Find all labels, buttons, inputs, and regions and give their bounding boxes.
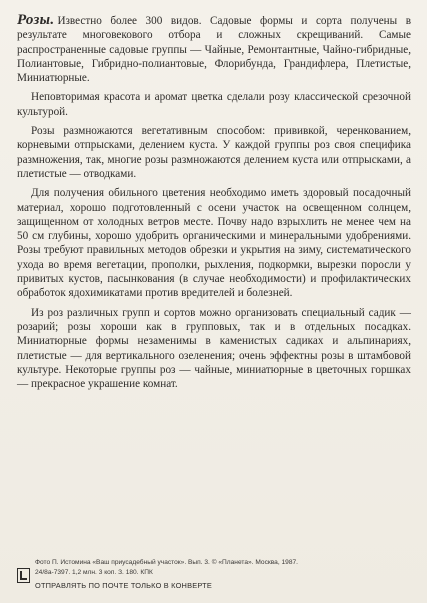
article-paragraph: Из роз различных групп и сортов можно организовать специальный садик — розарий; розы хороши как в групповых, так и в отдельных посадках. Миниатюрные формы незаменимы в каменистых садиках и альпинариях, плетистые — для вертикального озеленения; очень эффектны розы в штамбовой культуре. Некоторые группы роз — чайные, миниатюрные в цветочных горшках — прекрасное украшение комнат. <box>17 306 411 391</box>
article-paragraph: Неповторимая красота и аромат цветка сделали розу классической срезочной культурой. <box>17 91 411 118</box>
publisher-logo-icon <box>17 568 30 583</box>
article-paragraph: Розы размножаются вегетативным способом: прививкой, черенкованием, корневыми отпрысками, делением куста. У каждой группы роз своя специфика размножения, так, многие розы размножаются делением куста или отпрысками, а плетистые — отводками. <box>17 125 411 180</box>
article-paragraph: Для получения обильного цветения необходимо иметь здоровый посадочный материал, хорошо подготовленный с осени участок на освещенном солнцем, защищенном от холодных ветров месте. Почву надо взрыхлить не менее чем на 50 см глубины, хорошо удобрить органическими и минеральными удобрениями. Розы требуют правильных методов обрезки и укрытия на зиму, систематического ухода во время вегетации, прополки, рыхления, подкормки, вырезки поросли у привитых кустов, пасынкования (в случае необходимости) и профилактических обработок ядохимикатами против вредителей и болезней. <box>17 187 411 300</box>
article-paragraph-intro <box>17 13 411 85</box>
article-title: Розы. <box>17 12 55 28</box>
photo-credit: Фото П. Истомина «Ваш приусадебный участок». Вып. 3. © «Планета». Москва, 1987. <box>35 559 299 566</box>
article-text <box>17 13 411 396</box>
print-info: 24/8а-7397. 1,2 млн. 3 коп. З. 180. КПК <box>35 569 153 576</box>
mail-note: ОТПРАВЛЯТЬ ПО ПОЧТЕ ТОЛЬКО В КОНВЕРТЕ <box>35 581 212 590</box>
paragraph-text: Известно более 300 видов. Садовые формы и сорта получены в результате многовекового отбора и сложных скрещиваний. Самые распространенные садовые группы — Чайные, Ремонтантные, Чайно-гибридные, Полиантовые, Гибридно-полиантовые, Флорибунда, Грандифлера, Плетистые, Миниатюрные. <box>17 15 411 85</box>
